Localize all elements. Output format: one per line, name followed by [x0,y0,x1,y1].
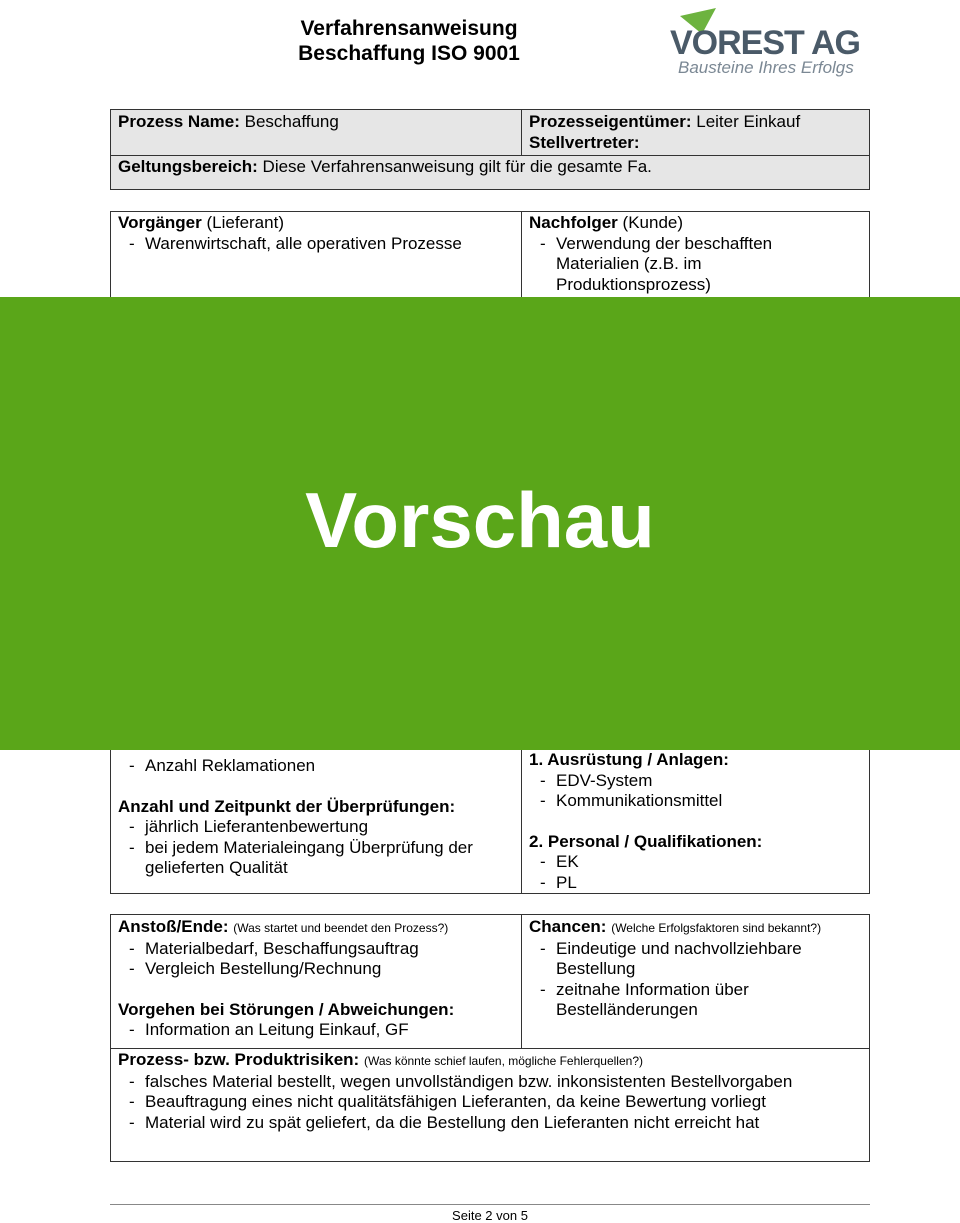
list-item: - Eindeutige und nachvollziehbare Bestellung [529,939,829,980]
trigger-chances-risks-table [110,914,870,1162]
disturbance-list [118,1020,514,1041]
risks-cell [111,1049,870,1162]
personnel-label: 2. Personal / Qualifikationen: [529,831,763,851]
predecessor-list [118,234,514,255]
preview-overlay [0,297,960,750]
deputy-label: Stellvertreter: [529,132,640,152]
trigger-list [118,939,514,980]
risks-hint: (Was könnte schief laufen, mögliche Fehlerquellen?) [363,1054,643,1068]
predecessor-label: Vorgänger [118,213,202,232]
disturbance-label: Vorgehen bei Störungen / Abweichungen: [118,999,455,1019]
process-info-table [110,109,870,190]
list-item: - Material wird zu spät geliefert, da die Bestellung den Lieferanten nicht erreicht hat [118,1113,862,1134]
risks-list [118,1072,862,1134]
list-item: - Beauftragung eines nicht qualitätsfähigen Lieferanten, da keine Bewertung vorliegt [118,1092,862,1113]
company-logo [670,2,870,82]
successor-label: Nachfolger [529,213,618,232]
personnel-list [529,852,862,893]
scope-cell [111,156,870,190]
title-line-2: Beschaffung ISO 9001 [298,42,520,65]
process-name-label: Prozess Name: [118,112,240,131]
list-item: - EK [529,852,862,873]
list-item: - Anzahl Reklamationen [118,756,514,777]
list-item: - Information an Leitung Einkauf, GF [118,1020,514,1041]
process-name-value: Beschaffung [244,112,339,131]
list-item: - PL [529,873,862,894]
list-item: - EDV-System [529,771,862,792]
list-item: - Warenwirtschaft, alle operativen Prozesse [118,234,514,255]
process-owner-value: Leiter Einkauf [696,112,801,131]
scope-label: Geltungsbereich: [118,157,258,176]
risks-label: Prozess- bzw. Produktrisiken: [118,1050,360,1069]
list-item: - falsches Material bestellt, wegen unvollständigen bzw. inkonsistenten Bestellvorgaben [118,1072,862,1093]
logo-tagline: Bausteine Ihres Erfolgs [678,58,854,77]
list-item: - jährlich Lieferantenbewertung [118,817,478,838]
list-item: - bei jedem Materialeingang Überprüfung der gelieferten Qualität [118,838,478,879]
trigger-hint: (Was startet und beendet den Prozess?) [233,921,449,935]
document-title [250,16,568,66]
chances-label: Chancen: [529,917,607,936]
page-number: Seite 2 von 5 [452,1208,528,1223]
process-owner-cell [522,110,870,156]
scope-value: Diese Verfahrensanweisung gilt für die gesamte Fa. [262,157,652,176]
list-item: - zeitnahe Information über Bestelländerungen [529,980,829,1021]
list-item: - Materialbedarf, Beschaffungsauftrag [118,939,514,960]
process-owner-label: Prozesseigentümer: [529,112,692,131]
chances-list [529,939,829,1021]
preview-overlay-text: Vorschau [305,476,655,564]
chances-hint: (Welche Erfolgsfaktoren sind bekannt?) [611,921,822,935]
list-item: - Verwendung der beschafften Materialien (z.B. im Produktionsprozess) [529,234,819,296]
successor-sub: (Kunde) [622,213,684,232]
list-item: - Kommunikationsmittel [529,791,862,812]
list-item: - Vergleich Bestellung/Rechnung [118,959,514,980]
successor-list [529,234,819,296]
footer-divider [110,1204,870,1205]
predecessor-sub: (Lieferant) [206,213,284,232]
check-list [118,817,478,879]
equipment-list [529,771,862,812]
chances-cell [522,915,870,1049]
logo-name: VOREST AG [670,24,860,62]
process-name-cell [111,110,522,156]
equipment-label: 1. Ausrüstung / Anlagen: [529,750,729,769]
trigger-cell [111,915,522,1049]
check-label: Anzahl und Zeitpunkt der Überprüfungen: [118,796,456,816]
measures-list [118,756,514,777]
trigger-label: Anstoß/Ende: [118,917,229,936]
title-line-1: Verfahrensanweisung [300,17,518,40]
